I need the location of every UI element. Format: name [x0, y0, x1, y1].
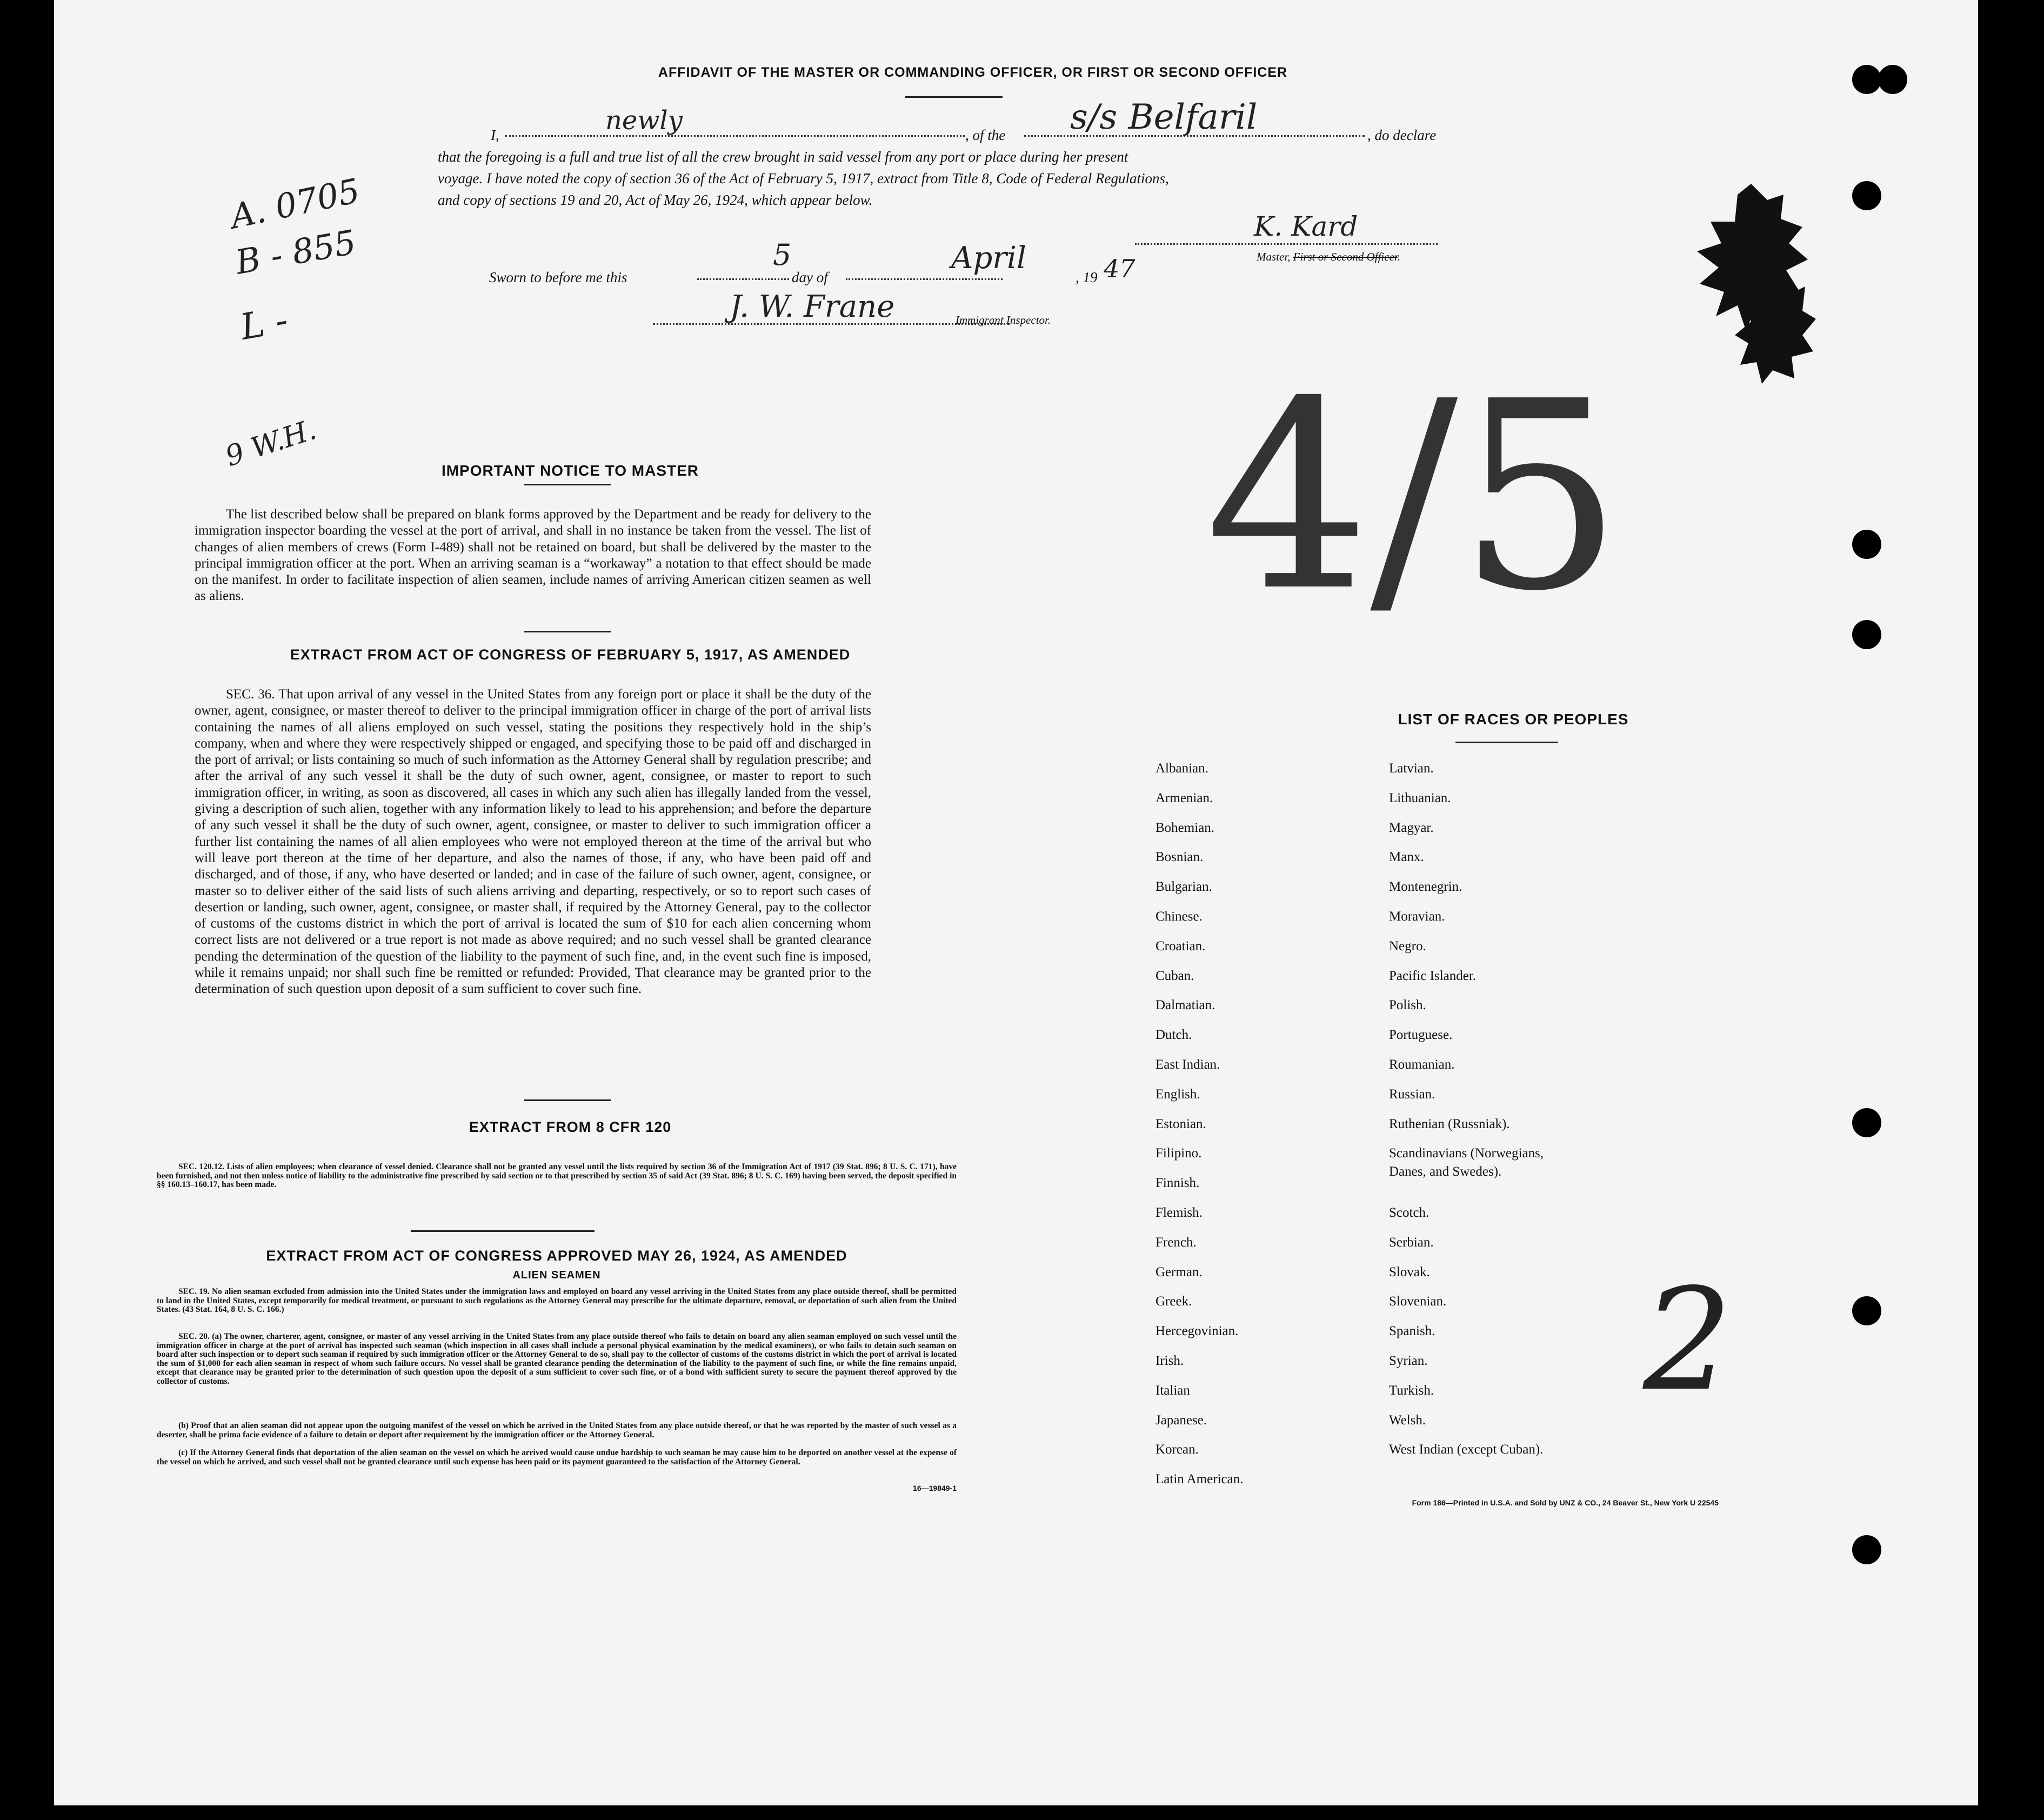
- binder-hole-icon: [1852, 1108, 1881, 1137]
- document-page: [54, 0, 1978, 1805]
- binder-hole-icon: [1852, 620, 1881, 649]
- master-signature-line: [1135, 243, 1438, 245]
- race-item: Chinese.: [1155, 909, 1203, 924]
- affidavit-title: AFFIDAVIT OF THE MASTER OR COMMANDING OFFICER, OR FIRST OR SECOND OFFICER: [658, 65, 1288, 80]
- day-of-label: day of: [792, 269, 828, 285]
- race-item: Dalmatian.: [1155, 998, 1215, 1013]
- race-item: Slovak.: [1389, 1264, 1430, 1279]
- race-item: Moravian.: [1389, 909, 1445, 924]
- race-item: Hercegovinian.: [1155, 1324, 1239, 1339]
- race-item: Croatian.: [1155, 938, 1206, 954]
- margin-note-b: B - 855: [232, 222, 359, 282]
- race-item: Irish.: [1155, 1354, 1184, 1368]
- affidavit-do-declare: , do declare: [1367, 127, 1437, 143]
- race-item: Bulgarian.: [1155, 879, 1212, 895]
- race-item: Russian.: [1389, 1086, 1435, 1102]
- divider: [411, 1230, 595, 1232]
- race-item: Dutch.: [1155, 1028, 1192, 1043]
- binder-hole-icon: [1852, 181, 1881, 210]
- handwritten-master-signature: K. Kard: [1254, 211, 1358, 242]
- race-item: Armenian.: [1155, 790, 1213, 805]
- race-item: West Indian (except Cuban).: [1389, 1442, 1544, 1457]
- extract-1924-subtitle: ALIEN SEAMEN: [512, 1269, 601, 1281]
- race-item: Latvian.: [1389, 761, 1434, 776]
- extract-1924-sec20a: SEC. 20. (a) The owner, charterer, agent, consignee, or master of any vessel arriving in the United States from any place outside thereof who fails to detain on board any alien seaman employed on such vessel until the immigration officer in charge at the port of arrival has inspected such seaman (which inspection in all cases shall include a personal physical examination by the medical examiners), or who fails to detain such seaman on board after such inspection or to deport such seaman if required by such immigration officer or the Attorney General to do so, shall pay to the collector of customs of the customs district in which the port of arrival is located the sum of $1,000 for each alien seaman in respect of whom such failure occurs. No vessel shall be granted clearance pending the determination of the liability to the payment of such fine, or while the fine remains unpaid, except that clearance may be granted prior to the determination of such question upon the deposit of a sum sufficient to cover such fine, or of a bond with sufficient surety to secure the payment thereof approved by the collector of customs.: [157, 1332, 957, 1386]
- officer-label-struck: First or Second Officer: [1293, 250, 1398, 263]
- race-item: Filipino.: [1155, 1146, 1202, 1161]
- form-code: 16—19849-1: [913, 1484, 957, 1492]
- extract-1924-sec20b: (b) Proof that an alien seaman did not appear upon the outgoing manifest of the vessel on which he arrived in the United States from any place outside thereof, or that he was reported by the master of such vessel as a deserter, shall be prima facie evidence of a failure to detain or deport after requirement by the immigration officer or the Attorney General.: [157, 1421, 957, 1439]
- race-item: Syrian.: [1389, 1354, 1428, 1368]
- year-prefix: , 19: [1076, 269, 1098, 285]
- binder-hole-icon: [1852, 1296, 1881, 1325]
- divider: [524, 631, 611, 632]
- extract-cfr-body: SEC. 120.12. Lists of alien employees; when clearance of vessel denied. Clearance shall not be granted any vessel until the lists required by section 36 of the Immigration Act of 1917 (39 Stat. 896; 8 U. S. C. 171), have been furnished, and not then unless notice of liability to the administrative fine prescribed by said section or to that prescribed by section 35 of said Act (39 Stat. 896; 8 U. S. C. 169) having been served, the deposit specified in §§ 160.13–160.17, has been made.: [157, 1162, 957, 1190]
- master-label-text: Master,: [1257, 250, 1293, 263]
- race-item: English.: [1155, 1086, 1200, 1102]
- binder-hole-icon: [1878, 65, 1907, 94]
- handwritten-year: 47: [1104, 254, 1135, 283]
- handwritten-month: April: [951, 241, 1026, 276]
- handwritten-day: 5: [773, 238, 792, 272]
- races-title: LIST OF RACES OR PEOPLES: [1398, 711, 1629, 728]
- race-item: Greek.: [1155, 1294, 1192, 1309]
- race-item: Serbian.: [1389, 1235, 1434, 1250]
- race-item: Lithuanian.: [1389, 790, 1451, 805]
- race-item: Latin American.: [1155, 1472, 1244, 1487]
- race-item: Italian: [1155, 1383, 1190, 1398]
- race-item: German.: [1155, 1264, 1203, 1279]
- race-item: Pacific Islander.: [1389, 968, 1477, 983]
- affidavit-line-3: voyage. I have noted the copy of section 36 of the Act of February 5, 1917, extract from Title 8, Code of Federal Regulations,: [438, 170, 1169, 186]
- race-item: Bohemian.: [1155, 820, 1215, 835]
- affidavit-line-4: and copy of sections 19 and 20, Act of May 26, 1924, which appear below.: [438, 192, 873, 208]
- race-item: Magyar.: [1389, 820, 1434, 835]
- month-line: [846, 278, 1003, 280]
- master-label-end: .: [1397, 250, 1400, 263]
- margin-note-a: A. 0705: [227, 170, 363, 237]
- notice-title: IMPORTANT NOTICE TO MASTER: [441, 462, 699, 479]
- extract-1917-title: EXTRACT FROM ACT OF CONGRESS OF FEBRUARY 5, 1917, AS AMENDED: [290, 646, 851, 663]
- inspector-label: Immigrant Inspector.: [956, 314, 1051, 326]
- notice-body: The list described below shall be prepared on blank forms approved by the Department and be ready for delivery to the immigration inspector boarding the vessel at the port of arrival, and shall in no instance be taken from the vessel. The list of changes of alien members of crews (Form I-489) shall not be retained on board, but shall be delivered by the master to the principal immigration officer at the port. When an arriving seaman is a “workaway” a notation to that effect should be made on the manifest. In order to facilitate inspection of alien seamen, include names of arriving American citizen seamen as well as aliens.: [195, 507, 871, 604]
- race-item: Albanian.: [1155, 761, 1208, 776]
- race-item: Danes, and Swedes).: [1389, 1164, 1502, 1179]
- race-item: Estonian.: [1155, 1116, 1206, 1131]
- handwritten-page-fraction: 4/5: [1205, 346, 1623, 648]
- sworn-label: Sworn to before me this: [489, 269, 627, 285]
- handwritten-name: newly: [605, 105, 683, 136]
- race-item: Negro.: [1389, 938, 1426, 954]
- race-item: Roumanian.: [1389, 1057, 1455, 1072]
- margin-note-d: 9 W.H.: [221, 413, 320, 474]
- extract-1924-title: EXTRACT FROM ACT OF CONGRESS APPROVED MAY 26, 1924, AS AMENDED: [266, 1248, 847, 1264]
- race-item: Polish.: [1389, 998, 1426, 1013]
- race-item: Finnish.: [1155, 1176, 1200, 1191]
- handwritten-inspector-signature: J. W. Frane: [730, 289, 895, 324]
- race-item: Scotch.: [1389, 1205, 1430, 1220]
- race-item: Spanish.: [1389, 1324, 1435, 1339]
- master-label: [1257, 250, 1400, 264]
- divider: [1455, 742, 1558, 743]
- handwritten-vessel: s/s Belfaril: [1070, 97, 1258, 137]
- handwritten-page-number: 2: [1643, 1259, 1733, 1422]
- race-item: Montenegrin.: [1389, 879, 1462, 895]
- extract-1924-sec20c: (c) If the Attorney General finds that deportation of the alien seaman on the vessel on which he arrived would cause undue hardship to such seaman he may cause him to be deported on another vessel at the expense of the vessel on which he arrived, and such vessel shall not be granted clearance until such expense has been paid or its payment guaranteed to the satisfaction of the Attorney General.: [157, 1448, 957, 1466]
- form-footer: Form 186—Printed in U.S.A. and Sold by UNZ & CO., 24 Beaver St., New York U 22545: [1412, 1498, 1719, 1507]
- extract-1924-sec19: SEC. 19. No alien seaman excluded from admission into the United States under the immigration laws and employed on board any vessel arriving in the United States from any place outside thereof, shall be permitted to land in the United States, except temporarily for medical treatment, or pursuant to such regulations as the Attorney General may prescribe for the ultimate departure, removal, or deportation of such alien from the United States. (43 Stat. 164, 8 U. S. C. 166.): [157, 1287, 957, 1315]
- divider: [524, 1099, 611, 1101]
- race-item: Turkish.: [1389, 1383, 1434, 1398]
- race-item: French.: [1155, 1235, 1197, 1250]
- race-item: Portuguese.: [1389, 1028, 1453, 1043]
- binder-hole-icon: [1852, 530, 1881, 559]
- extract-1917-body: SEC. 36. That upon arrival of any vessel in the United States from any foreign port or place it shall be the duty of the owner, agent, consignee, or master thereof to deliver to the principal immigration officer in charge of the port of arrival lists containing the names of all aliens employed on such vessel, stating the positions they respectively hold in the ship’s company, when and where they were respectively shipped or engaged, and specifying those to be paid off and discharged in the port of arrival; or lists containing so much of such information as the Attorney General shall by regulation prescribe; and after the arrival of any such vessel it shall be the duty of such owner, agent, consignee, or master to report to such immigration officer, in writing, as soon as discovered, all cases in which any such alien has illegally landed from the vessel, giving a description of such alien, together with any information likely to lead to his apprehension; and before the departure of any such vessel it shall be the duty of such owner, agent, consignee, or master to deliver to such immigration officer a further list containing the names of all alien employees who were not employed thereon at the time of the arrival but who will leave port thereon at the time of her departure, and also the names of those, if any, who have been paid off and discharged, and of those, if any, who have deserted or landed; and in case of the failure of such owner, agent, consignee, or master so to deliver either of the said lists of such aliens arriving and departing, respectively, or so to report such cases of desertion or landing, such owner, agent, consignee, or master shall, if required by the Attorney General, pay to the collector of customs of the customs district in which the port of arrival is located the sum of $10 for each alien concerning whom correct lists are not delivered or a true report is not made as above required; and no such vessel shall be granted clearance pending the determination of the question of the liability to the payment of such fine, and, in the event such fine is imposed, while it remains unpaid; nor shall such fine be remitted or refunded: Provided, That clearance may be granted prior to the determination of such question upon deposit of a sum sufficient to cover such fine.: [195, 687, 871, 997]
- affidavit-line-2: that the foregoing is a full and true list of all the crew brought in said vessel from any port or place during her present: [438, 149, 1128, 165]
- affidavit-of-the: , of the: [965, 127, 1006, 143]
- race-item: Bosnian.: [1155, 850, 1204, 865]
- race-item: Cuban.: [1155, 968, 1194, 983]
- affidavit-i-label: I,: [491, 127, 499, 143]
- binder-hole-icon: [1852, 1535, 1881, 1564]
- margin-note-c: L -: [237, 299, 291, 348]
- perforation-seal-icon: [1686, 178, 1816, 384]
- day-line: [697, 278, 789, 280]
- race-item: Ruthenian (Russniak).: [1389, 1116, 1510, 1131]
- name-line: [505, 135, 965, 137]
- race-item: Manx.: [1389, 850, 1424, 865]
- binder-hole-icon: [1852, 65, 1881, 94]
- race-item: Slovenian.: [1389, 1294, 1447, 1309]
- race-item: Scandinavians (Norwegians,: [1389, 1146, 1544, 1161]
- race-item: East Indian.: [1155, 1057, 1220, 1072]
- race-item: Welsh.: [1389, 1412, 1426, 1428]
- race-item: Korean.: [1155, 1442, 1199, 1457]
- divider: [905, 96, 1003, 98]
- divider: [524, 484, 611, 485]
- extract-cfr-title: EXTRACT FROM 8 CFR 120: [469, 1119, 672, 1135]
- race-item: Flemish.: [1155, 1205, 1203, 1220]
- race-item: Japanese.: [1155, 1412, 1207, 1428]
